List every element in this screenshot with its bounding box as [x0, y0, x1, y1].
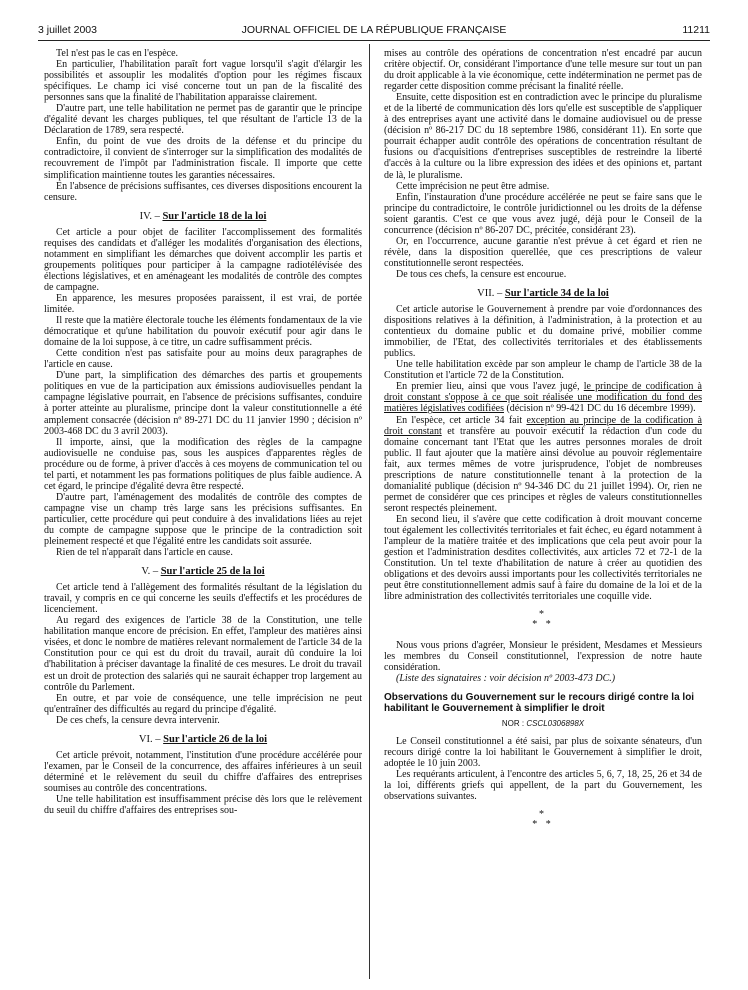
paragraph: Il reste que la matière électorale touche les éléments fondamentaux de la vie démocratique et qu'une habilitation du pouvoir exécutif pour agir dans le domaine de la loi suppose, à ce titre, un cadre suffisamment précis.	[44, 315, 362, 349]
separator-stars	[384, 610, 702, 630]
section-number: IV. –	[139, 210, 160, 222]
right-column	[384, 48, 702, 978]
section-title: Sur l'article 34 de la loi	[504, 287, 609, 299]
header-date: 3 juillet 2003	[38, 24, 97, 36]
paragraph: Cet article prévoit, notamment, l'institution d'une procédure accélérée pour l'examen, par le Conseil de la concurrence, des affaires inférieures à un seuil déterminé et le relèvement du seuil du chiffre d'affaires des entreprises soumises au contrôle des concentrations.	[44, 749, 362, 794]
section-number: VI. –	[138, 733, 161, 745]
paragraph: Or, en l'occurrence, aucune garantie n'est prévue à cet égard et rien ne révèle, dans la disposition querellée, que ces prescriptions de valeur constitutionnelle seront respectées.	[384, 235, 702, 269]
text-run: En premier lieu, ainsi que vous l'avez jugé,	[396, 381, 584, 393]
paragraph: Les requérants articulent, à l'encontre des articles 5, 6, 7, 18, 25, 26 et 34 de la loi, différents griefs qui appellent, de la part du Gouvernement, les observations suivantes.	[384, 768, 702, 802]
paragraph: Une telle habilitation excède par son ampleur le champ de l'article 38 de la Constitution et l'article 72 de la Constitution.	[384, 359, 702, 382]
paragraph: Le Conseil constitutionnel a été saisi, par plus de soixante sénateurs, d'un recours dirigé contre la loi habilitant le Gouvernement à simplifier le droit, adoptée le 10 juin 2003.	[384, 735, 702, 769]
section-heading-v	[44, 566, 362, 577]
header-page-number: 11211	[682, 24, 710, 36]
paragraph: Enfin, du point de vue des droits de la défense et du principe du contradictoire, il convient de s'interroger sur la simplification des modalités de recouvrement de l'impôt par l'administration fiscale. Il importe que cette simplification maintienne toutes les garanties nécessaires.	[44, 136, 362, 181]
text-run: (décision nº 99-421 DC du 16 décembre 1999).	[503, 403, 696, 415]
closing-paragraph: Nous vous prions d'agréer, Monsieur le président, Mesdames et Messieurs les membres du Conseil constitutionnel, l'expression de notre haute considération.	[384, 640, 702, 674]
star-row: *	[539, 609, 547, 621]
column-divider	[369, 44, 370, 979]
paragraph: Cet article a pour objet de faciliter l'accomplissement des formalités requises des candidats et d'alléger les modalités d'organisation des élections, notamment en simplifiant les démarches que doivent accomplir les partis et groupements politiques pour participer à la campagne radiotélévisée des élections législatives, et en aménageant les modalités de contrôle des comptes de campagne.	[44, 226, 362, 293]
section-title: Sur l'article 18 de la loi	[162, 210, 267, 222]
header-rule	[38, 40, 710, 41]
paragraph: En l'absence de précisions suffisantes, ces diverses dispositions encourent la censure.	[44, 180, 362, 203]
paragraph: De tous ces chefs, la censure est encourue.	[396, 268, 567, 280]
section-title: Sur l'article 25 de la loi	[160, 566, 265, 578]
paragraph: En second lieu, il s'avère que cette codification à droit mouvant concerne tout également les collectivités territoriales et fait échec, eu égard notamment à l'ampleur de la matière traitée et des implications que cela peut avoir pour la gestion et l'administration desdites collectivités, aux articles 72 et 72-1 de la Constitution. Un tel texte d'habilitation de nature à créer au quotidien des obligations et des devoirs aussi importants pour les collectivités territoriales ne peut être constitutionnellement admis sauf à faire du domaine de la loi et de la libre administration des collectivités territoriales une coquille vide.	[384, 513, 702, 603]
section-heading-vi	[44, 734, 362, 745]
paragraph: mises au contrôle des opérations de concentration n'est encadré par aucun critère objectif. Or, considérant l'importance d'une telle mesure sur tout un pan du droit applicable à la vie économique, cette indétermination ne permet pas de regarder cette disposition comme précisant la finalité réelle.	[384, 48, 702, 93]
paragraph: D'une part, la simplification des démarches des partis et groupements politiques en vue de la participation aux émissions audiovisuelles pendant la campagne législative pourrait, en l'absence de précisions suffisantes, conduire à porter atteinte au pluralisme, principe dont la valeur constitutionnelle a été amplement consacrée (décision nº 89-271 DC du 11 janvier 1990 ; décision nº 2003-468 DC du 3 avril 2003).	[44, 370, 362, 437]
separator-stars-end	[384, 810, 702, 830]
paragraph: Enfin, l'instauration d'une procédure accélérée ne peut se faire sans que le principe du contradictoire, le contrôle juridictionnel ou les droits de la défense soient garantis. C'est ce que vous avez jugé, déjà pour le Conseil de la concurrence (décision nº 86-207 DC, précitée, considérant 23).	[384, 191, 702, 236]
paragraph: Il importe, ainsi, que la modification des règles de la campagne audiovisuelle ne conduise pas, sous les auspices d'apparentes règles de procédure ou de forme, à priver d'accès à ces moyens de communication tel ou tel parti, et notamment les pas formations politiques de plus faible audience. A cet égard, le principe d'égalité devra être respecté.	[44, 436, 362, 492]
star-row: *	[539, 808, 547, 820]
paragraph: En apparence, les mesures proposées paraissent, il est vrai, de portée limitée.	[44, 292, 362, 316]
nor-reference	[384, 718, 702, 729]
observations-title: Observations du Gouvernement sur le recours dirigé contre la loi habilitant le Gouvernement à simplifier le droit	[384, 692, 695, 715]
paragraph: Cette condition n'est pas satisfaite pour au moins deux paragraphes de l'article en cause.	[44, 348, 362, 371]
paragraph: Cette imprécision ne peut être admise.	[396, 180, 550, 192]
paragraph: En outre, et par voie de conséquence, une telle imprécision ne peut qu'entraîner des difficultés au regard du principe d'égalité.	[44, 692, 362, 715]
header-journal-title: JOURNAL OFFICIEL DE LA RÉPUBLIQUE FRANÇAISE	[241, 24, 507, 36]
star-row: * *	[532, 818, 554, 830]
paragraph: De ces chefs, la censure devra intervenir.	[56, 714, 220, 726]
paragraph: Ensuite, cette disposition est en contradiction avec le principe du pluralisme et de la liberté de communication dès lors qu'elle est susceptible de s'appliquer à des entreprises ayant une activité dans le domaine audiovisuel ou de presse (décision nº 86-217 DC du 18 septembre 1986, considérant 11). En sorte que pourrait échapper audit contrôle des opérations de concentration résultant de fusions ou d'acquisitions d'entreprises susceptibles de restreindre la liberté d'accès à la culture ou la libre expression des idées et des opinions et, partant de là, le pluralisme.	[384, 92, 702, 181]
paragraph: D'autre part, une telle habilitation ne permet pas de garantir que le principe d'égalité devant les charges publiques, tel que résultant de l'article 13 de la Déclaration de 1789, sera respecté.	[44, 103, 362, 137]
underlined-text: exception au principe de la codification à droit constant	[384, 414, 702, 437]
section-number: VII. –	[477, 287, 503, 299]
section-number: V. –	[141, 566, 159, 578]
paragraph: Tel n'est pas le cas en l'espèce.	[56, 48, 179, 59]
paragraph: Cet article autorise le Gouvernement à prendre par voie d'ordonnances des dispositions relatives à la définition, à l'administration, à la protection et au contentieux du domaine public et du domaine privé, mobilier comme immobilier, de l'Etat, des collectivités territoriales et des établissements publics.	[384, 304, 702, 360]
left-column	[44, 48, 362, 978]
nor-code: CSCL0306898X	[526, 719, 585, 729]
paragraph: Cet article tend à l'allègement des formalités résultant de la législation du travail, y compris en ce qui concerne les seuils d'effectifs et les procédures de licenciement.	[44, 582, 362, 616]
page-header	[38, 24, 710, 40]
paragraph: Rien de tel n'apparaît dans l'article en cause.	[56, 547, 233, 559]
paragraph	[384, 381, 702, 414]
nor-label: NOR :	[501, 719, 525, 729]
signatories-note: (Liste des signataires : voir décision nº 2003-473 DC.)	[396, 673, 616, 685]
section-heading-iv	[44, 211, 362, 222]
text-run: et transfère au pouvoir exécutif la rédaction d'un code du domaine concernant tant l'Etat que les autres personnes morales de droit public. Il faut ajouter que la matière ainsi dévolue au pouvoir réglementaire fait, aux termes mêmes de votre jurisprudence, l'objet de nombreuses prescriptions de nature constitutionnelle tenant à la protection de la domanialité publique (décision nº 94-346 DC du 21 juillet 1994). Or, rien ne permet de considérer que ces principes et règles de valeurs constitutionnelles seront respectés pleinement.	[384, 425, 702, 514]
section-title: Sur l'article 26 de la loi	[163, 733, 268, 745]
paragraph: D'autre part, l'aménagement des modalités de contrôle des comptes de campagne vise un champ très large sans les précisions suffisantes. En particulier, cette procédure qui peut conduire à des invalidations liées au rejet du compte de campagne suppose que le principe de la contradiction soit pleinement respecté et que l'égalité entre les candidats soit assurée.	[44, 491, 362, 548]
section-heading-vii	[384, 288, 702, 299]
star-row: * *	[532, 619, 554, 631]
paragraph: Au regard des exigences de l'article 38 de la Constitution, une telle habilitation manque encore de précision. En effet, l'ampleur des matières ainsi visées, et donc le nombre de matières relevant normalement de l'article 34 de la Constitution pour ce qui est du droit du travail, aurait dû conduire la loi d'habilitation à préciser davantage la finalité de ces mesures. Le droit du travail est un droit de protection des salariés qui ne saurait échapper trop largement au contrôle du Parlement.	[44, 615, 362, 693]
paragraph: En particulier, l'habilitation paraît fort vague lorsqu'il s'agit d'élargir les possibilités et assouplir les modalités d'option pour les régimes fiscaux spécifiques. Le champ ici visé concerne tout un pan de la fiscalité des personnes sans que la finalité de l'habilitation apparaisse clairement.	[44, 59, 362, 104]
paragraph: Une telle habilitation est insuffisamment précise dès lors que le relèvement du seuil du chiffre d'affaires des entreprises sou-	[44, 794, 362, 817]
underlined-text: le principe de codification à droit constant s'oppose à ce que soit réalisée une modification du fond des matières législatives codifiées	[384, 381, 702, 415]
paragraph	[384, 415, 702, 514]
text-run: En l'espèce, cet article 34 fait	[396, 414, 527, 426]
